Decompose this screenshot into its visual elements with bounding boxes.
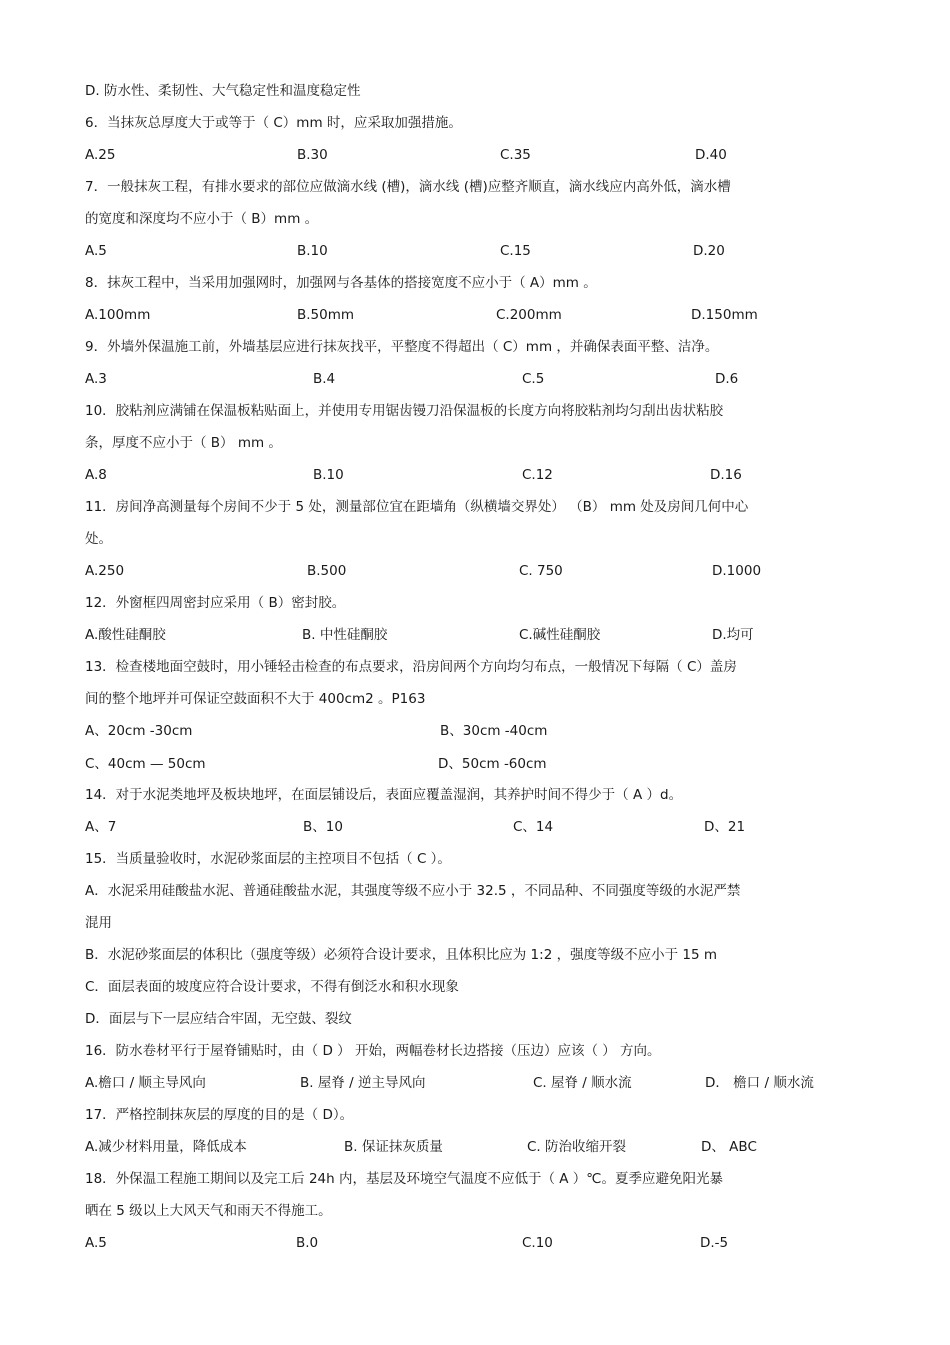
- option-b: B.500: [307, 563, 347, 579]
- option-c: C. 750: [519, 563, 563, 579]
- question-15-option-a-cont: 混用: [85, 915, 112, 931]
- option-c: C.12: [522, 467, 553, 483]
- option-a: A.100mm: [85, 307, 151, 323]
- question-6: 6．当抹灰总厚度大于或等于（ C）mm 时，应采取加强措施。: [85, 115, 462, 131]
- option-c: C.碱性硅酮胶: [519, 627, 601, 643]
- question-15-option-d: D．面层与下一层应结合牢固，无空鼓、裂纹: [85, 1011, 352, 1027]
- option-c: C.10: [522, 1235, 553, 1251]
- question-13: 13．检查楼地面空鼓时，用小锤轻击检查的布点要求，沿房间两个方向均匀布点，一般情况下每隔（ C）盖房: [85, 659, 737, 675]
- option-a: A.减少材料用量，降低成本: [85, 1139, 247, 1155]
- question-15-option-a: A．水泥采用硅酸盐水泥、普通硅酸盐水泥，其强度等级不应小于 32.5 ，不同品种、不同强度等级的水泥严禁: [85, 883, 741, 899]
- question-15-option-c: C．面层表面的坡度应符合设计要求，不得有倒泛水和积水现象: [85, 979, 459, 995]
- option-a: A.5: [85, 1235, 107, 1251]
- question-14: 14．对于水泥类地坪及板块地坪，在面层铺设后，表面应覆盖湿润，其养护时间不得少于（ A ）d。: [85, 787, 683, 803]
- option-b: B.30: [297, 147, 328, 163]
- question-7: 7．一般抹灰工程，有排水要求的部位应做滴水线 (槽)，滴水线 (槽)应整齐顺直，滴水线应内高外低，滴水槽: [85, 179, 731, 195]
- option-b: B.4: [313, 371, 336, 387]
- option-d: D.6: [715, 371, 739, 387]
- option-a: A、20cm -30cm: [85, 723, 193, 739]
- option-d: D.均可: [712, 627, 754, 643]
- option-a: A.5: [85, 243, 107, 259]
- question-8: 8．抹灰工程中，当采用加强网时，加强网与各基体的搭接宽度不应小于（ A）mm 。: [85, 275, 597, 291]
- option-d: D、21: [704, 819, 746, 835]
- question-13-cont: 间的整个地坪并可保证空鼓面积不大于 400cm2 。P163: [85, 691, 426, 707]
- option-d: D.150mm: [691, 307, 758, 323]
- option-c: C、40cm — 50cm: [85, 756, 206, 772]
- question-10: 10．胶粘剂应满铺在保温板粘贴面上，并使用专用锯齿镘刀沿保温板的长度方向将胶粘剂均匀刮出齿状粘胶: [85, 403, 724, 419]
- option-c: C、14: [513, 819, 554, 835]
- option-a: A.3: [85, 371, 107, 387]
- option-c: C.5: [522, 371, 545, 387]
- question-17: 17．严格控制抹灰层的厚度的目的是（ D）。: [85, 1107, 354, 1123]
- option-c: C. 防治收缩开裂: [527, 1139, 627, 1155]
- option-c: C. 屋脊 / 顺水流: [533, 1075, 632, 1091]
- question-11-cont: 处。: [85, 531, 112, 547]
- question-12: 12．外窗框四周密封应采用（ B）密封胶。: [85, 595, 346, 611]
- option-b: B. 中性硅酮胶: [302, 627, 388, 643]
- option-b: B. 保证抹灰质量: [344, 1139, 443, 1155]
- option-b: B.0: [296, 1235, 319, 1251]
- option-a: A.酸性硅酮胶: [85, 627, 166, 643]
- option-d: D． 檐口 / 顺水流: [705, 1075, 814, 1091]
- question-15-option-b: B．水泥砂浆面层的体积比（强度等级）必须符合设计要求，且体积比应为 1:2 ，强度等级不应小于 15 m: [85, 947, 717, 963]
- question-9: 9．外墙外保温施工前，外墙基层应进行抹灰找平，平整度不得超出（ C）mm ，并确保表面平整、洁净。: [85, 339, 719, 355]
- question-15: 15．当质量验收时，水泥砂浆面层的主控项目不包括（ C ）。: [85, 851, 451, 867]
- question-18: 18．外保温工程施工期间以及完工后 24h 内，基层及环境空气温度不应低于（ A ）℃。夏季应避免阳光暴: [85, 1171, 723, 1187]
- option-a: A.25: [85, 147, 116, 163]
- question-7-cont: 的宽度和深度均不应小于（ B）mm 。: [85, 211, 319, 227]
- option-d: D.1000: [712, 563, 762, 579]
- option-a: A、7: [85, 819, 117, 835]
- option-d: D、50cm -60cm: [438, 756, 547, 772]
- option-b: B.50mm: [297, 307, 355, 323]
- option-b: B. 屋脊 / 逆主导风向: [300, 1075, 426, 1091]
- option-a: A.8: [85, 467, 107, 483]
- question-11: 11．房间净高测量每个房间不少于 5 处，测量部位宜在距墙角（纵横墙交界处） （B） mm 处及房间几何中心: [85, 499, 749, 515]
- question-10-cont: 条，厚度不应小于（ B） mm 。: [85, 435, 282, 451]
- option-c: C.15: [500, 243, 531, 259]
- option-b: B、10: [303, 819, 343, 835]
- option-line-d: D. 防水性、柔韧性、大气稳定性和温度稳定性: [85, 83, 361, 99]
- option-c: C.200mm: [496, 307, 562, 323]
- option-a: A.檐口 / 顺主导风向: [85, 1075, 206, 1091]
- option-d: D、 ABC: [701, 1139, 757, 1155]
- option-d: D.-5: [700, 1235, 729, 1251]
- option-a: A.250: [85, 563, 125, 579]
- option-b: B.10: [297, 243, 328, 259]
- option-b: B、30cm -40cm: [440, 723, 548, 739]
- question-18-cont: 晒在 5 级以上大风天气和雨天不得施工。: [85, 1203, 332, 1219]
- option-d: D.20: [693, 243, 725, 259]
- option-c: C.35: [500, 147, 531, 163]
- option-b: B.10: [313, 467, 344, 483]
- option-d: D.16: [710, 467, 742, 483]
- option-d: D.40: [695, 147, 727, 163]
- question-16: 16．防水卷材平行于屋脊铺贴时，由（ D ） 开始，两幅卷材长边搭接（压边）应该（ ） 方向。: [85, 1043, 661, 1059]
